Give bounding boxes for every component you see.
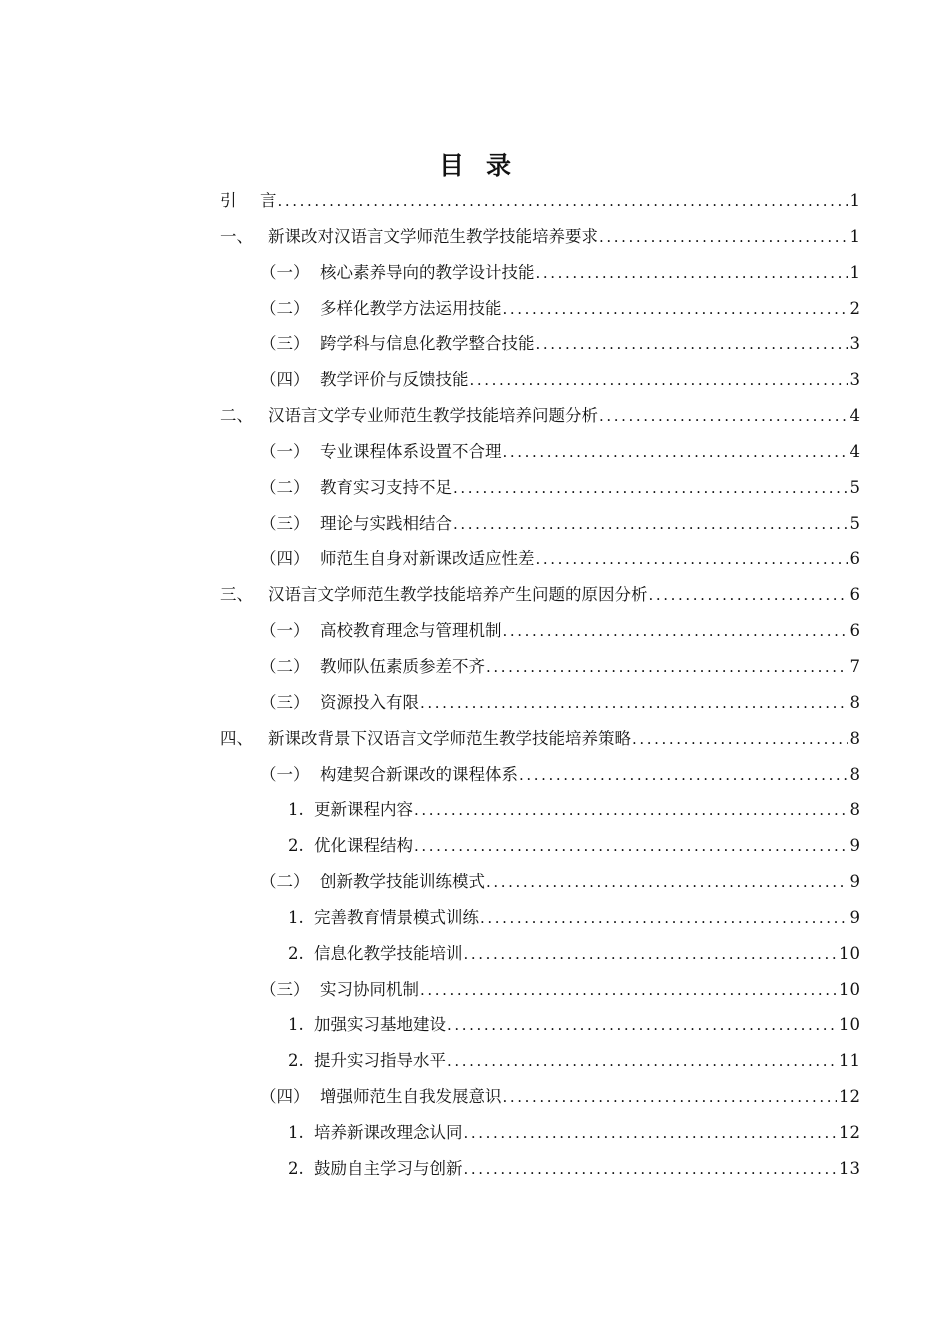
toc-entry[interactable] <box>220 721 860 757</box>
table-of-contents <box>220 183 860 1187</box>
toc-entry-number: 2. <box>288 943 304 963</box>
toc-entry-number: （二） <box>260 656 310 676</box>
toc-entry[interactable] <box>220 183 860 219</box>
dot-leader <box>536 327 848 363</box>
toc-entry-number: （三） <box>260 513 310 533</box>
toc-entry-text: 鼓励自主学习与创新 <box>314 1158 463 1178</box>
toc-entry-page: 10 <box>839 979 860 999</box>
toc-entry-number: （二） <box>260 872 310 892</box>
toc-entry-text: 专业课程体系设置不合理 <box>320 441 502 461</box>
toc-entry[interactable] <box>220 326 860 362</box>
toc-entry-text: 新课改背景下汉语言文学师范生教学技能培养策略 <box>268 728 631 748</box>
toc-entry[interactable] <box>220 291 860 327</box>
toc-entry-number: （二） <box>260 298 310 318</box>
toc-entry-page: 4 <box>849 406 860 426</box>
toc-entry-text: 言 <box>260 191 277 210</box>
dot-leader <box>464 1152 838 1188</box>
toc-entry[interactable] <box>220 398 860 434</box>
toc-entry-text: 优化课程结构 <box>314 836 413 856</box>
toc-entry-text: 培养新课改理念认同 <box>314 1122 463 1142</box>
toc-entry[interactable] <box>220 613 860 649</box>
dot-leader <box>536 256 848 292</box>
toc-entry-text: 汉语言文学专业师范生教学技能培养问题分析 <box>268 406 598 426</box>
dot-leader <box>278 184 848 220</box>
toc-entry[interactable] <box>220 828 860 864</box>
dot-leader <box>599 220 848 256</box>
dot-leader <box>649 578 848 614</box>
toc-entry[interactable] <box>220 757 860 793</box>
toc-entry-text: 教师队伍素质参差不齐 <box>320 656 485 676</box>
dot-leader <box>470 363 848 399</box>
toc-entry-text: 汉语言文学师范生教学技能培养产生问题的原因分析 <box>268 585 648 605</box>
toc-entry-page: 8 <box>849 764 860 784</box>
dot-leader <box>503 292 848 328</box>
toc-entry-number: 2. <box>288 1051 304 1071</box>
toc-entry-page: 13 <box>839 1158 860 1178</box>
toc-entry-number: （二） <box>260 477 310 497</box>
toc-entry-text: 加强实习基地建设 <box>314 1015 446 1035</box>
toc-entry-text: 信息化教学技能培训 <box>314 943 463 963</box>
toc-entry[interactable] <box>220 792 860 828</box>
dot-leader <box>599 399 848 435</box>
toc-entry-text: 师范生自身对新课改适应性差 <box>320 549 535 569</box>
toc-entry-number: 引 <box>220 191 237 210</box>
dot-leader <box>519 758 848 794</box>
toc-entry-page: 3 <box>849 370 860 390</box>
toc-entry-number: 1. <box>288 800 304 820</box>
toc-entry-text: 理论与实践相结合 <box>320 513 452 533</box>
toc-entry[interactable] <box>220 255 860 291</box>
toc-entry-page: 3 <box>849 334 860 354</box>
toc-entry-text: 构建契合新课改的课程体系 <box>320 764 518 784</box>
toc-entry-number: （一） <box>260 621 310 641</box>
toc-entry-text: 核心素养导向的教学设计技能 <box>320 262 535 282</box>
toc-entry-number: （四） <box>260 1087 310 1107</box>
toc-entry-text: 提升实习指导水平 <box>314 1051 446 1071</box>
toc-entry-number: 2. <box>288 836 304 856</box>
toc-entry-number: 一、 <box>220 226 253 246</box>
toc-entry-text: 完善教育情景模式训练 <box>314 907 479 927</box>
toc-entry-number: 1. <box>288 907 304 927</box>
dot-leader <box>486 650 848 686</box>
toc-entry[interactable] <box>220 1079 860 1115</box>
toc-entry[interactable] <box>220 362 860 398</box>
toc-entry-text: 跨学科与信息化教学整合技能 <box>320 334 535 354</box>
toc-entry[interactable] <box>220 936 860 972</box>
dot-leader <box>414 829 848 865</box>
toc-entry[interactable] <box>220 900 860 936</box>
toc-entry-page: 5 <box>849 477 860 497</box>
toc-entry-page: 1 <box>849 262 860 282</box>
dot-leader <box>447 1008 837 1044</box>
toc-entry-page: 12 <box>839 1087 860 1107</box>
toc-entry[interactable] <box>220 506 860 542</box>
toc-entry-text: 增强师范生自我发展意识 <box>320 1087 502 1107</box>
dot-leader <box>464 937 838 973</box>
toc-entry[interactable] <box>220 1151 860 1187</box>
toc-entry-page: 9 <box>849 836 860 856</box>
toc-entry-page: 8 <box>849 800 860 820</box>
toc-entry-page: 10 <box>839 943 860 963</box>
dot-leader <box>503 614 848 650</box>
toc-entry-number: 2. <box>288 1158 304 1178</box>
toc-entry-text: 新课改对汉语言文学师范生教学技能培养要求 <box>268 226 598 246</box>
toc-entry[interactable] <box>220 972 860 1008</box>
dot-leader <box>536 542 848 578</box>
dot-leader <box>632 722 848 758</box>
toc-entry-page: 7 <box>849 656 860 676</box>
toc-entry-page: 6 <box>849 549 860 569</box>
toc-entry-number: （三） <box>260 692 310 712</box>
toc-entry-page: 12 <box>839 1122 860 1142</box>
toc-entry[interactable] <box>220 1043 860 1079</box>
toc-entry-page: 1 <box>849 191 860 210</box>
toc-entry-text: 高校教育理念与管理机制 <box>320 621 502 641</box>
toc-entry[interactable] <box>220 470 860 506</box>
toc-entry-page: 2 <box>849 298 860 318</box>
dot-leader <box>503 435 848 471</box>
toc-entry-number: （一） <box>260 764 310 784</box>
toc-entry-page: 9 <box>849 872 860 892</box>
toc-entry-number: 二、 <box>220 406 253 426</box>
dot-leader <box>453 507 848 543</box>
toc-entry-page: 10 <box>839 1015 860 1035</box>
toc-entry-number: （四） <box>260 549 310 569</box>
toc-entry[interactable] <box>220 864 860 900</box>
toc-title: 目录 <box>438 151 533 180</box>
toc-entry-number: （一） <box>260 262 310 282</box>
dot-leader <box>480 901 848 937</box>
toc-entry[interactable] <box>220 219 860 255</box>
toc-entry-number: （三） <box>260 334 310 354</box>
toc-entry-text: 教学评价与反馈技能 <box>320 370 469 390</box>
toc-entry-number: 三、 <box>220 585 253 605</box>
dot-leader <box>414 793 848 829</box>
toc-entry-text: 创新教学技能训练模式 <box>320 872 485 892</box>
toc-entry[interactable] <box>220 1007 860 1043</box>
toc-entry-text: 资源投入有限 <box>320 692 419 712</box>
toc-entry-page: 9 <box>849 907 860 927</box>
dot-leader <box>464 1116 838 1152</box>
toc-entry[interactable] <box>220 649 860 685</box>
toc-entry-page: 6 <box>849 585 860 605</box>
toc-entry-text: 实习协同机制 <box>320 979 419 999</box>
toc-entry[interactable] <box>220 577 860 613</box>
toc-entry-page: 5 <box>849 513 860 533</box>
toc-entry-number: 1. <box>288 1015 304 1035</box>
toc-entry[interactable] <box>220 541 860 577</box>
toc-entry[interactable] <box>220 1115 860 1151</box>
toc-entry-text: 教育实习支持不足 <box>320 477 452 497</box>
dot-leader <box>486 865 848 901</box>
toc-entry-page: 1 <box>849 226 860 246</box>
toc-entry-page: 11 <box>839 1051 860 1071</box>
toc-entry-number: 四、 <box>220 728 253 748</box>
toc-entry-page: 8 <box>849 692 860 712</box>
toc-entry-page: 4 <box>849 441 860 461</box>
toc-entry-text: 多样化教学方法运用技能 <box>320 298 502 318</box>
dot-leader <box>420 973 837 1009</box>
dot-leader <box>447 1044 837 1080</box>
dot-leader <box>503 1080 838 1116</box>
toc-entry-page: 8 <box>849 728 860 748</box>
dot-leader <box>453 471 848 507</box>
toc-entry-number: （三） <box>260 979 310 999</box>
toc-entry-number: （一） <box>260 441 310 461</box>
toc-entry[interactable] <box>220 685 860 721</box>
toc-entry-text: 更新课程内容 <box>314 800 413 820</box>
dot-leader <box>420 686 848 722</box>
toc-entry[interactable] <box>220 434 860 470</box>
toc-entry-number: （四） <box>260 370 310 390</box>
toc-entry-number: 1. <box>288 1122 304 1142</box>
toc-entry-page: 6 <box>849 621 860 641</box>
